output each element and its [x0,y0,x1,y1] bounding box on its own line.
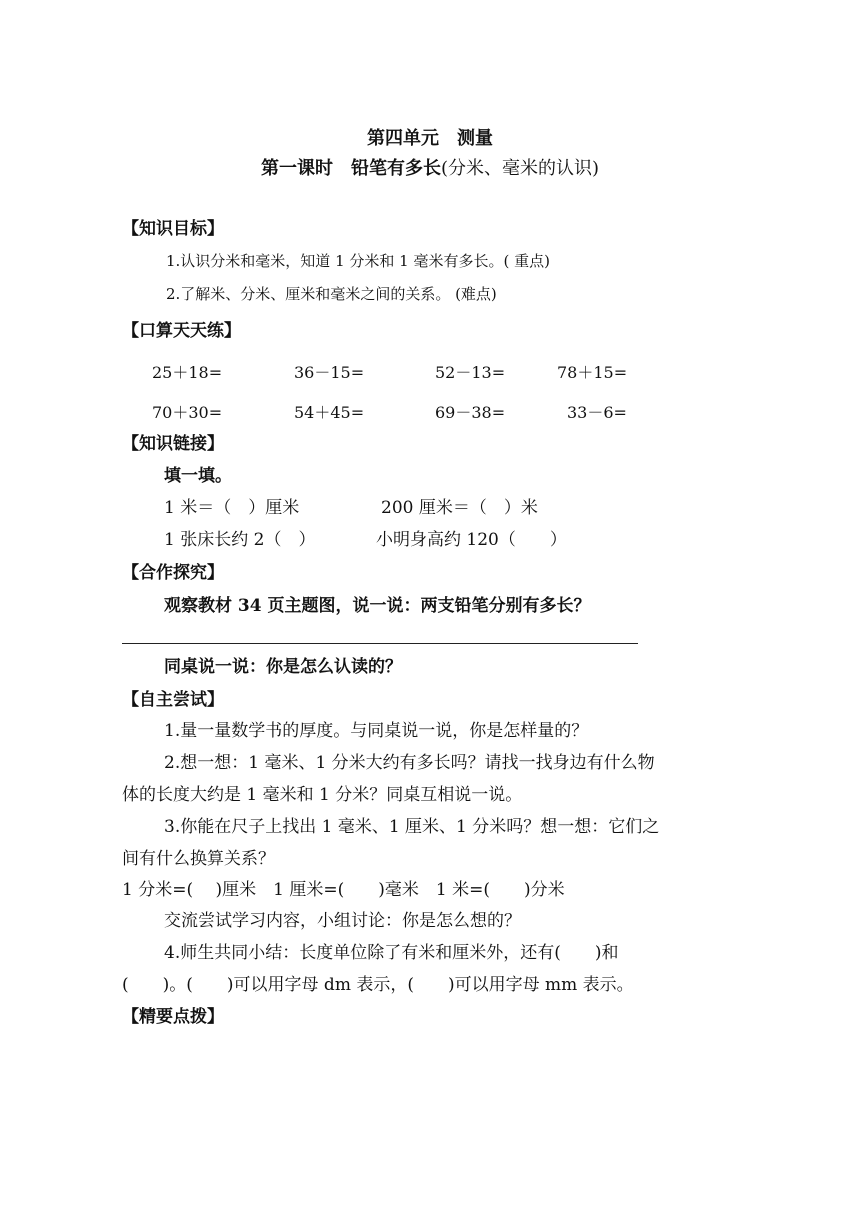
calc-problem: 33－6= [567,403,627,422]
discussion-prompt: 交流尝试学习内容，小组讨论：你是怎么想的？ [164,911,521,931]
self-item-2-line-2: 体的长度大约是 1 毫米和 1 分米？同桌互相说一说。 [122,785,523,805]
section-coop-heading: 【合作探究】 [122,563,224,583]
self-item-4-line-2: ( )。( )可以用字母 dm 表示，( )可以用字母 mm 表示。 [122,975,634,995]
calc-problem: 52－13= [435,363,506,382]
self-item-4-line-1: 4.师生共同小结：长度单位除了有米和厘米外，还有( )和 [164,943,619,963]
calc-problem: 25＋18= [152,363,223,382]
unit-conversion-line: 1 分米=( )厘米 1 厘米=( )毫米 1 米=( )分米 [122,880,565,900]
self-item-3-line-1: 3.你能在尺子上找出 1 毫米、1 厘米、1 分米吗？想一想：它们之 [164,817,660,837]
calc-problem: 69－38= [435,403,506,422]
fill-in-item: 1 张床长约 2（ ） [164,530,316,550]
calc-problem: 78＋15= [557,363,628,382]
goal-item-1: 1.认识分米和毫米，知道 1 分米和 1 毫米有多长。( 重点) [166,252,550,270]
goal-item-2: 2.了解米、分米、厘米和毫米之间的关系。 (难点) [166,285,497,303]
lesson-title [0,158,860,180]
lesson-title-main: 第一课时 铅笔有多长 [260,158,441,179]
fill-in-item: 200 厘米＝（ ）米 [381,498,538,518]
fill-in-title: 填一填。 [164,466,232,486]
coop-question-2: 同桌说一说：你是怎么认读的？ [164,657,402,677]
calc-problem: 36－15= [294,363,365,382]
self-item-2-line-1: 2.想一想：1 毫米、1 分米大约有多长吗？请找一找身边有什么物 [164,753,655,773]
self-item-3-line-2: 间有什么换算关系？ [122,849,275,869]
section-self-heading: 【自主尝试】 [122,690,224,710]
lesson-title-sub: (分米、毫米的认识) [440,158,600,179]
answer-line [122,643,638,644]
calc-problem: 54＋45= [294,403,365,422]
fill-in-item: 1 米＝（ ）厘米 [164,498,300,518]
section-link-heading: 【知识链接】 [122,434,224,454]
coop-question-1: 观察教材 34 页主题图，说一说：两支铅笔分别有多长？ [164,596,591,616]
self-item-1: 1.量一量数学书的厚度。与同桌说一说，你是怎样量的？ [164,721,589,741]
fill-in-item: 小明身高约 120（ ） [376,530,567,550]
section-goals-heading: 【知识目标】 [122,219,224,239]
section-mental-heading: 【口算天天练】 [122,321,241,341]
section-key-heading: 【精要点拨】 [122,1007,224,1027]
calc-problem: 70＋30= [152,403,223,422]
unit-title: 第四单元 测量 [367,128,493,149]
